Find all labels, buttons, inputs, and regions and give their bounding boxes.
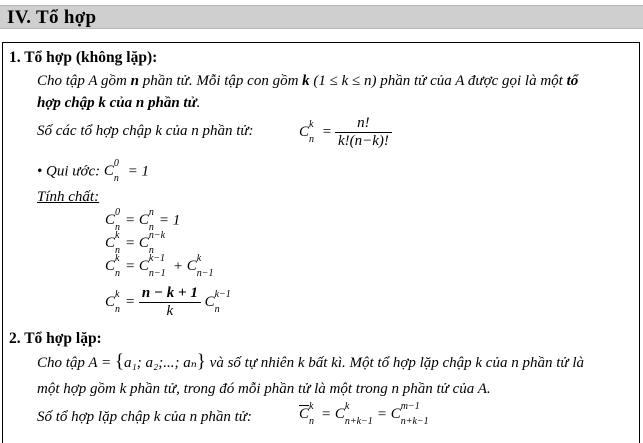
def-text-a: Cho tập A gồm [37,73,131,89]
property-4: C k n = $\frac{n - k + 1}{k}$ C k−1 n [105,285,231,319]
part1-heading: 1. Tổ hợp (không lặp): [9,49,158,66]
formula-numerator: n! [335,115,392,133]
property-3: C k n = C k−1 n−1 + C k n−1 [105,253,214,279]
properties-label: Tính chất: [37,189,100,205]
symbol-c-n-0: C 0 n [103,158,119,184]
property-1: C 0 n = C n n = 1 [105,207,181,233]
def-period: . [196,95,201,111]
combination-formula: C k n = $\frac{n!}{k!(n-k)!}$ [299,115,392,150]
formula-denominator: k!(n−k)! [337,133,389,149]
def-k: k [302,73,310,89]
part2-count-label: Số tổ hợp lặp chập k của n phần tử: [37,409,252,425]
part2-definition-line1: Cho tập A = {a₁; a₂;...; aₙ} và số tự nhiên k bất kì. Một tổ hợp lặp chập k của n phần tử là [37,351,584,372]
part1-definition-line1 [37,73,578,90]
part2-def-b: và số tự nhiên k bất kì. Một tổ hợp lặp chập k của n phần tử là [205,355,584,371]
repetition-formula: $\overline{C}$ k n = C k n+k−1 = C m−1 n+k−1 [299,401,429,427]
def-n: n [130,73,139,89]
convention-label: Qui ước: [46,163,101,180]
set-content: a₁; a₂;...; aₙ [124,355,197,371]
property-1-value: = 1 [158,212,181,229]
symbol-c-n-k: C k n [299,118,314,145]
convention-value: = 1 [127,163,149,180]
formula-fraction [335,115,392,150]
def-bold-word: tổ [566,73,579,89]
part2-def-a: Cho tập A = [37,355,115,371]
count-label: Số các tổ hợp chập k của n phần tử: [37,123,254,139]
content-box [2,42,640,443]
convention [37,158,149,184]
def-bold-phrase: hợp chập k của n phần tử [37,95,197,111]
property-2: C k n = C n−k n [105,230,166,256]
section-title: IV. Tổ hợp [7,7,97,28]
part1-definition-line2 [37,95,200,112]
property-4-numerator: n − k + 1 [139,285,201,303]
property-4-fraction [139,285,201,320]
property-4-denominator: k [166,303,174,319]
def-text-c: (1 ≤ k ≤ n) phần tử của A được gọi là một [309,73,567,89]
part2-heading: 2. Tổ hợp lặp: [9,330,102,347]
def-text-b: phần tử. Mỗi tập con gồm [138,73,303,89]
part2-definition-line2: một hợp gồm k phần tử, trong đó mỗi phần tử là một trong n phần tử của A. [37,381,491,397]
section-title-bar [0,5,643,29]
bullet: • [37,163,43,180]
